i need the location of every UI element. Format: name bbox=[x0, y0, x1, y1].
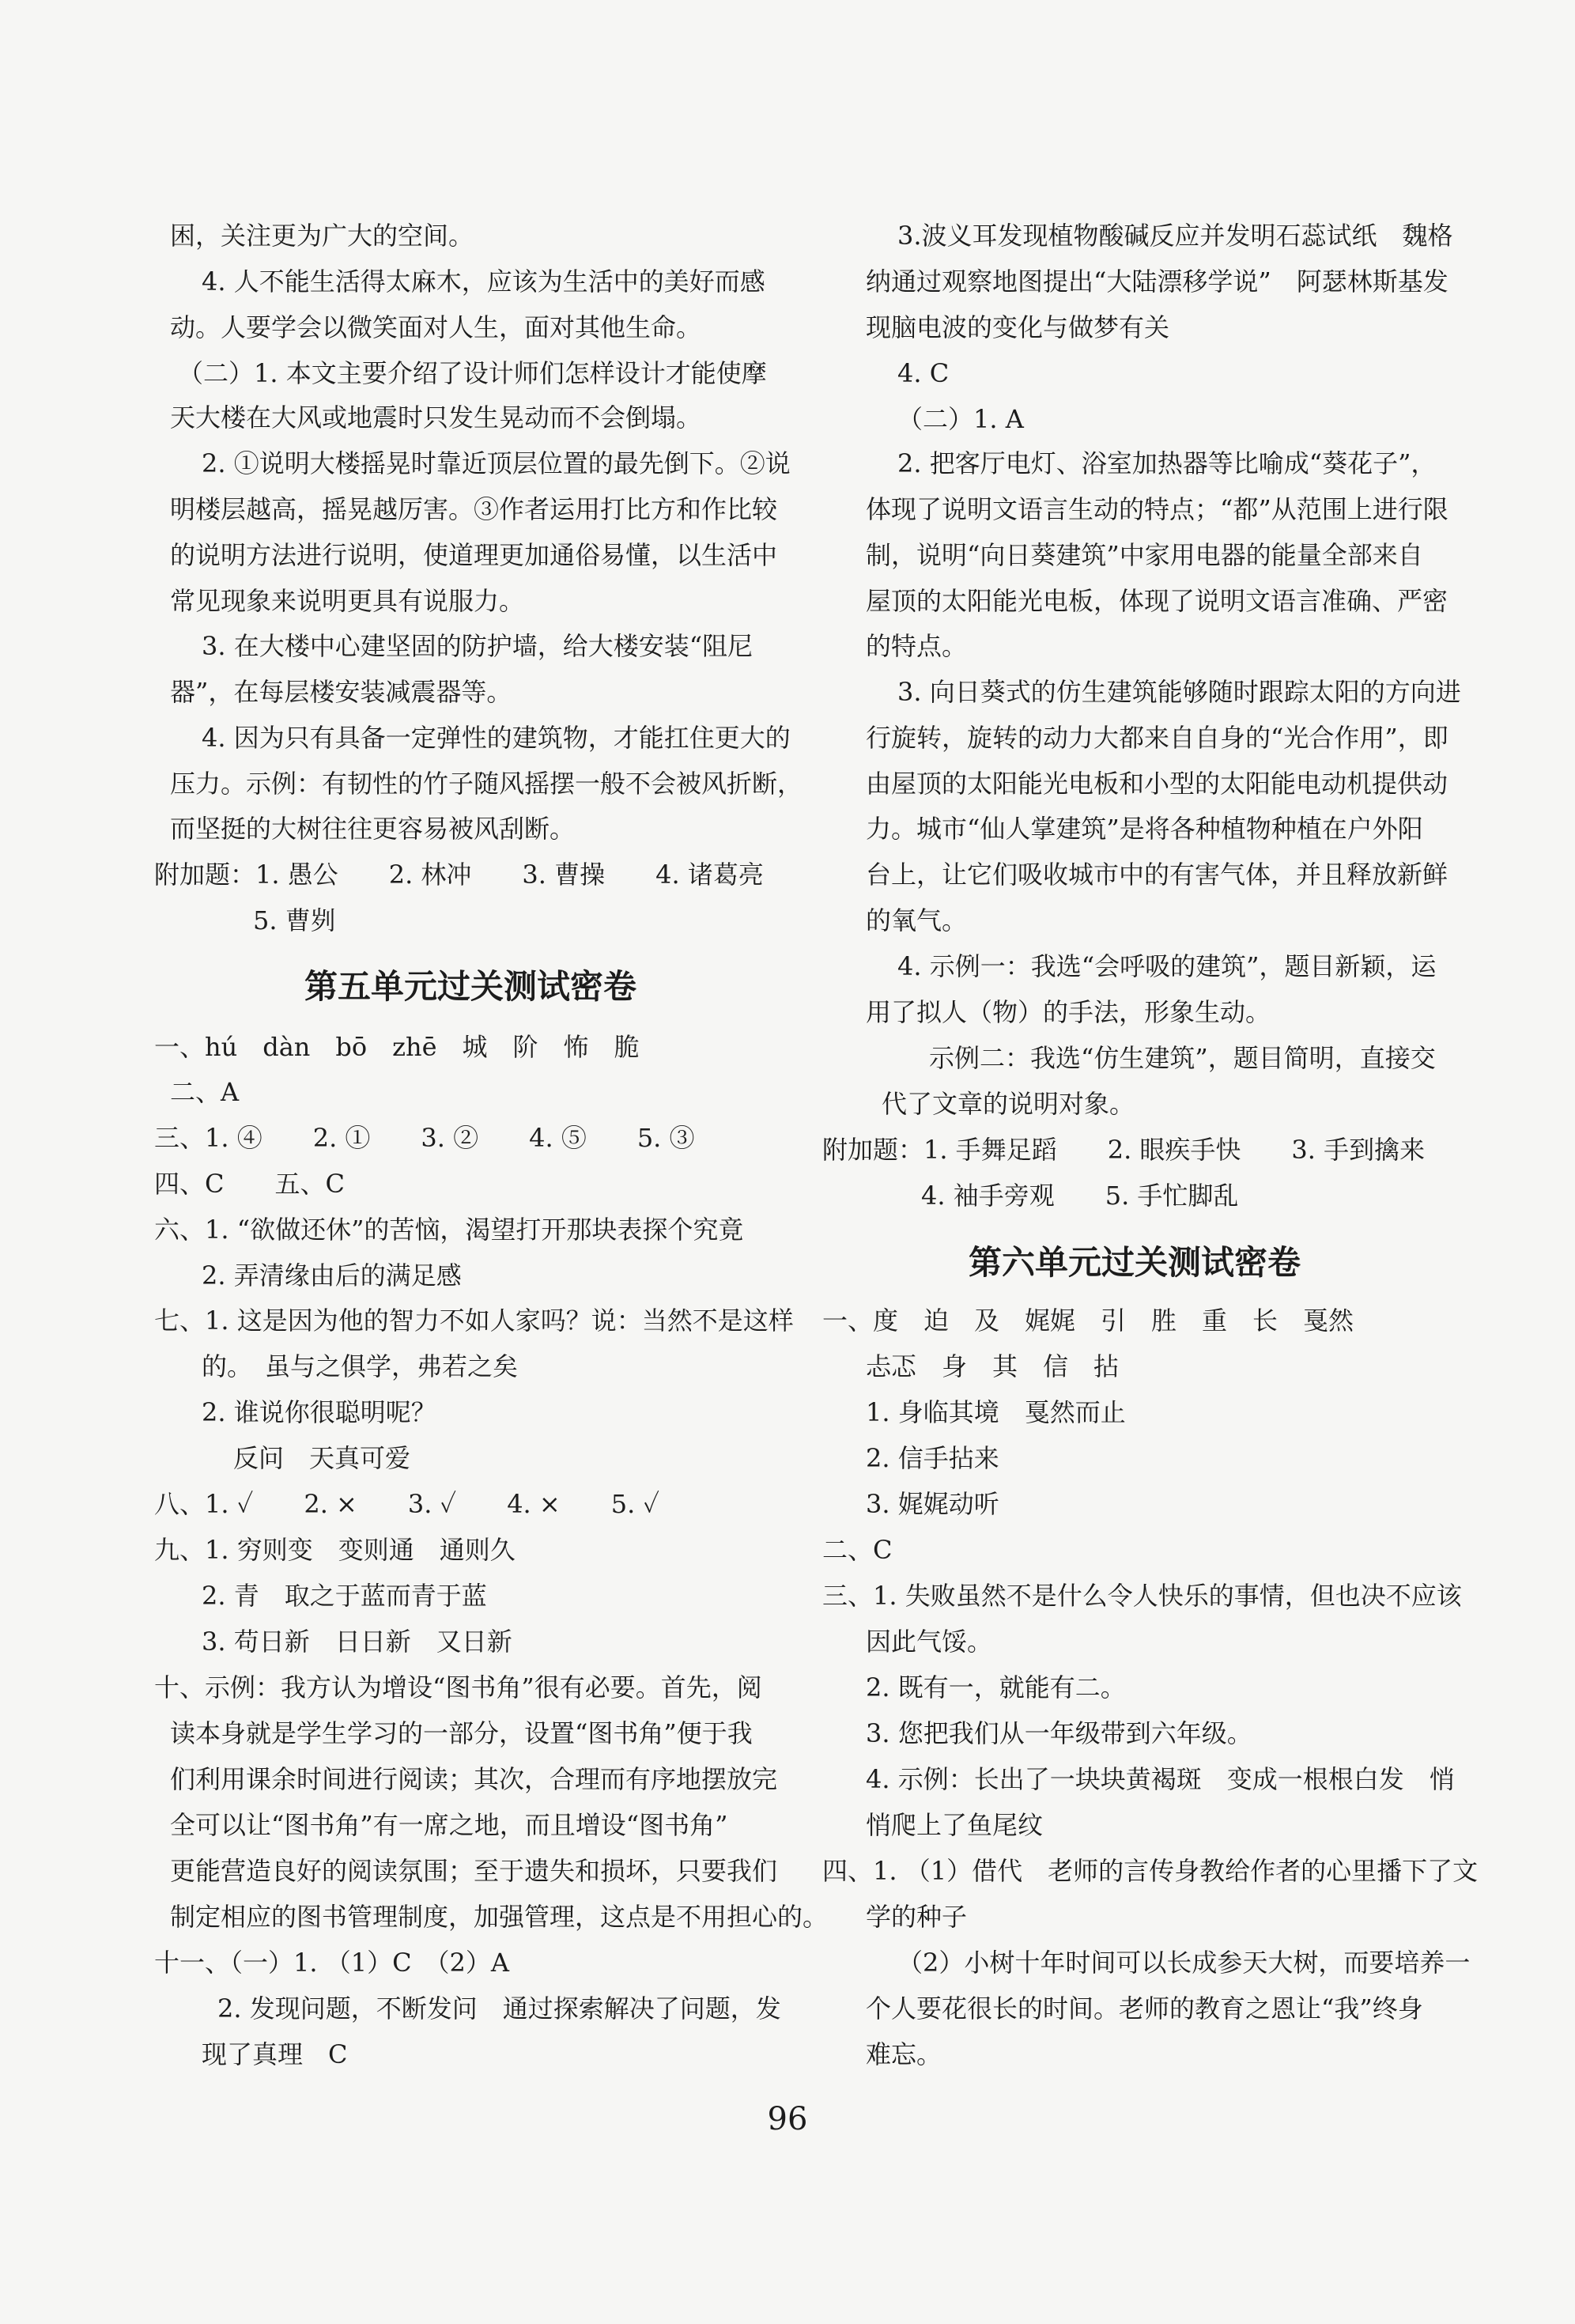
right-text-line: 台上，让它们吸收城市中的有害气体，并且释放新鲜 bbox=[866, 860, 1448, 890]
left-text-line: 读本身就是学生学习的一部分，设置“图书角”便于我 bbox=[170, 1718, 753, 1748]
left-text-line: 七、1. 这是因为他的智力不如人家吗？说：当然不是这样 bbox=[154, 1306, 794, 1336]
right-text-line: 2. 信手拈来 bbox=[866, 1443, 999, 1473]
left-text-line: 全可以让“图书角”有一席之地，而且增设“图书角” bbox=[170, 1810, 728, 1840]
left-text-line: 附加题：1. 愚公 2. 林冲 3. 曹操 4. 诸葛亮 bbox=[154, 860, 764, 890]
left-text-line: 更能营造良好的阅读氛围；至于遗失和损坏，只要我们 bbox=[170, 1856, 778, 1886]
right-text-line: （二）1. A bbox=[897, 404, 1024, 434]
left-text-line: 3. 在大楼中心建坚固的防护墙，给大楼安装“阻尼 bbox=[202, 631, 754, 661]
right-text-line: 行旋转，旋转的动力大都来自自身的“光合作用”，即 bbox=[866, 723, 1448, 753]
right-text-line: 现脑电波的变化与做梦有关 bbox=[866, 312, 1170, 342]
left-text-line: 2. 谁说你很聪明呢？ bbox=[202, 1397, 436, 1427]
right-text-line: 3. 娓娓动听 bbox=[866, 1489, 999, 1519]
left-text-line: 而坚挺的大树往往更容易被风刮断。 bbox=[170, 814, 576, 844]
right-text-line: 附加题：1. 手舞足蹈 2. 眼疾手快 3. 手到擒来 bbox=[822, 1135, 1426, 1165]
right-text-line: 3.波义耳发现植物酸碱反应并发明石蕊试纸 魏格 bbox=[897, 221, 1453, 251]
page-number: 96 bbox=[767, 2101, 808, 2137]
left-text-line: 困，关注更为广大的空间。 bbox=[170, 221, 474, 251]
left-text-line: 六、1. “欲做还休”的苦恼，渴望打开那块表探个究竟 bbox=[154, 1215, 744, 1245]
right-text-line: 的特点。 bbox=[866, 631, 968, 661]
right-text-line: 悄爬上了鱼尾纹 bbox=[866, 1810, 1044, 1840]
right-text-line: 示例二：我选“仿生建筑”，题目简明，直接交 bbox=[929, 1043, 1436, 1073]
left-text-line: 4. 人不能生活得太麻木，应该为生活中的美好而感 bbox=[202, 266, 765, 297]
left-text-line: 八、1. ✓ 2. × 3. ✓ 4. × 5. ✓ bbox=[154, 1489, 660, 1519]
left-text-line: 5. 曹刿 bbox=[253, 905, 336, 935]
right-text-line: 代了文章的说明对象。 bbox=[882, 1089, 1135, 1119]
left-text-line: 2. 发现问题，不断发问 通过探索解决了问题，发 bbox=[217, 1993, 781, 2024]
left-text-line: 十、示例：我方认为增设“图书角”很有必要。首先，阅 bbox=[154, 1672, 762, 1702]
left-text-line: 天大楼在大风或地震时只发生晃动而不会倒塌。 bbox=[170, 402, 702, 433]
left-text-line: 们利用课余时间进行阅读；其次，合理而有序地摆放完 bbox=[170, 1764, 778, 1794]
right-text-line: 难忘。 bbox=[866, 2039, 942, 2069]
right-text-line: 纳通过观察地图提出“大陆漂移学说” 阿瑟林斯基发 bbox=[866, 266, 1448, 297]
left-text-line: 3. 苟日新 日日新 又日新 bbox=[202, 1627, 512, 1657]
left-text-line: 4. 因为只有具备一定弹性的建筑物，才能扛住更大的 bbox=[202, 723, 791, 753]
right-text-line: 3. 向日葵式的仿生建筑能够随时跟踪太阳的方向进 bbox=[897, 677, 1461, 707]
right-text-line: 二、C bbox=[822, 1535, 893, 1565]
right-text-line: 1. 身临其境 戛然而止 bbox=[866, 1397, 1126, 1427]
left-text-line: 压力。示例：有韧性的竹子随风摇摆一般不会被风折断， bbox=[170, 769, 803, 799]
left-text-line: 制定相应的图书管理制度，加强管理，这点是不用担心的。 bbox=[170, 1902, 829, 1932]
right-text-line: 一、度 迫 及 娓娓 引 胜 重 长 戛然 bbox=[822, 1306, 1354, 1336]
right-text-line: 4. 示例：长出了一块块黄褐斑 变成一根根白发 悄 bbox=[866, 1764, 1455, 1794]
right-text-line: 力。城市“仙人掌建筑”是将各种植物种植在户外阳 bbox=[866, 814, 1423, 844]
right-text-line: 2. 既有一，就能有二。 bbox=[866, 1672, 1126, 1702]
right-text-line: 三、1. 失败虽然不是什么令人快乐的事情，但也决不应该 bbox=[822, 1581, 1462, 1611]
right-text-line: 个人要花很长的时间。老师的教育之恩让“我”终身 bbox=[866, 1993, 1423, 2024]
left-text-line: 四、C 五、C bbox=[154, 1169, 345, 1199]
right-text-line: 四、1. （1）借代 老师的言传身教给作者的心里播下了文 bbox=[822, 1856, 1479, 1886]
right-text-line: 学的种子 bbox=[866, 1902, 968, 1932]
left-text-line: 2. 青 取之于蓝而青于蓝 bbox=[202, 1581, 487, 1611]
left-text-line: 反问 天真可爱 bbox=[233, 1443, 411, 1473]
right-text-line: 4. 示例一：我选“会呼吸的建筑”，题目新颖，运 bbox=[897, 951, 1437, 981]
right-text-line: 4. C bbox=[897, 358, 950, 388]
right-text-line: 屋顶的太阳能光电板，体现了说明文语言准确、严密 bbox=[866, 586, 1448, 616]
left-text-line: 动。人要学会以微笑面对人生，面对其他生命。 bbox=[170, 312, 702, 342]
right-text-line: 3. 您把我们从一年级带到六年级。 bbox=[866, 1718, 1252, 1748]
left-section-title: 第五单元过关测试密卷 bbox=[304, 967, 637, 1006]
right-text-line: 4. 袖手旁观 5. 手忙脚乱 bbox=[921, 1181, 1239, 1211]
right-text-line: （2）小树十年时间可以长成参天大树，而要培养一 bbox=[897, 1948, 1471, 1978]
right-text-line: 用了拟人（物）的手法，形象生动。 bbox=[866, 997, 1271, 1027]
right-text-line: 由屋顶的太阳能光电板和小型的太阳能电动机提供动 bbox=[866, 769, 1448, 799]
left-text-line: 的。 虽与之俱学，弗若之矣 bbox=[202, 1351, 519, 1381]
right-text-line: 体现了说明文语言生动的特点；“都”从范围上进行限 bbox=[866, 494, 1448, 524]
right-text-line: 的氧气。 bbox=[866, 905, 968, 935]
right-text-line: 制，说明“向日葵建筑”中家用电器的能量全部来自 bbox=[866, 540, 1423, 570]
left-text-line: 2. 弄清缘由后的满足感 bbox=[202, 1260, 462, 1290]
left-text-line: 2. ①说明大楼摇晃时靠近顶层位置的最先倒下。②说 bbox=[202, 448, 791, 478]
left-text-line: 九、1. 穷则变 变则通 通则久 bbox=[154, 1535, 516, 1565]
left-text-line: 明楼层越高，摇晃越厉害。③作者运用打比方和作比较 bbox=[170, 494, 778, 524]
left-text-line: 常见现象来说明更具有说服力。 bbox=[170, 586, 525, 616]
right-text-line: 因此气馁。 bbox=[866, 1627, 993, 1657]
left-text-line: （二）1. 本文主要介绍了设计师们怎样设计才能使摩 bbox=[178, 358, 767, 388]
left-text-line: 二、A bbox=[170, 1077, 240, 1107]
left-text-line: 十一、（一）1. （1）C （2）A bbox=[154, 1948, 510, 1978]
left-text-line: 器”，在每层楼安装减震器等。 bbox=[170, 677, 512, 707]
left-text-line: 现了真理 C bbox=[202, 2039, 348, 2069]
right-section-title: 第六单元过关测试密卷 bbox=[969, 1243, 1301, 1282]
left-text-line: 一、hú dàn bō zhē 城 阶 怖 脆 bbox=[154, 1032, 640, 1062]
left-text-line: 的说明方法进行说明，使道理更加通俗易懂，以生活中 bbox=[170, 540, 778, 570]
left-text-line: 三、1. ④ 2. ① 3. ② 4. ⑤ 5. ③ bbox=[154, 1123, 695, 1153]
right-text-line: 忐忑 身 其 信 拈 bbox=[866, 1351, 1120, 1381]
right-text-line: 2. 把客厅电灯、浴室加热器等比喻成“葵花子”， bbox=[897, 448, 1437, 478]
